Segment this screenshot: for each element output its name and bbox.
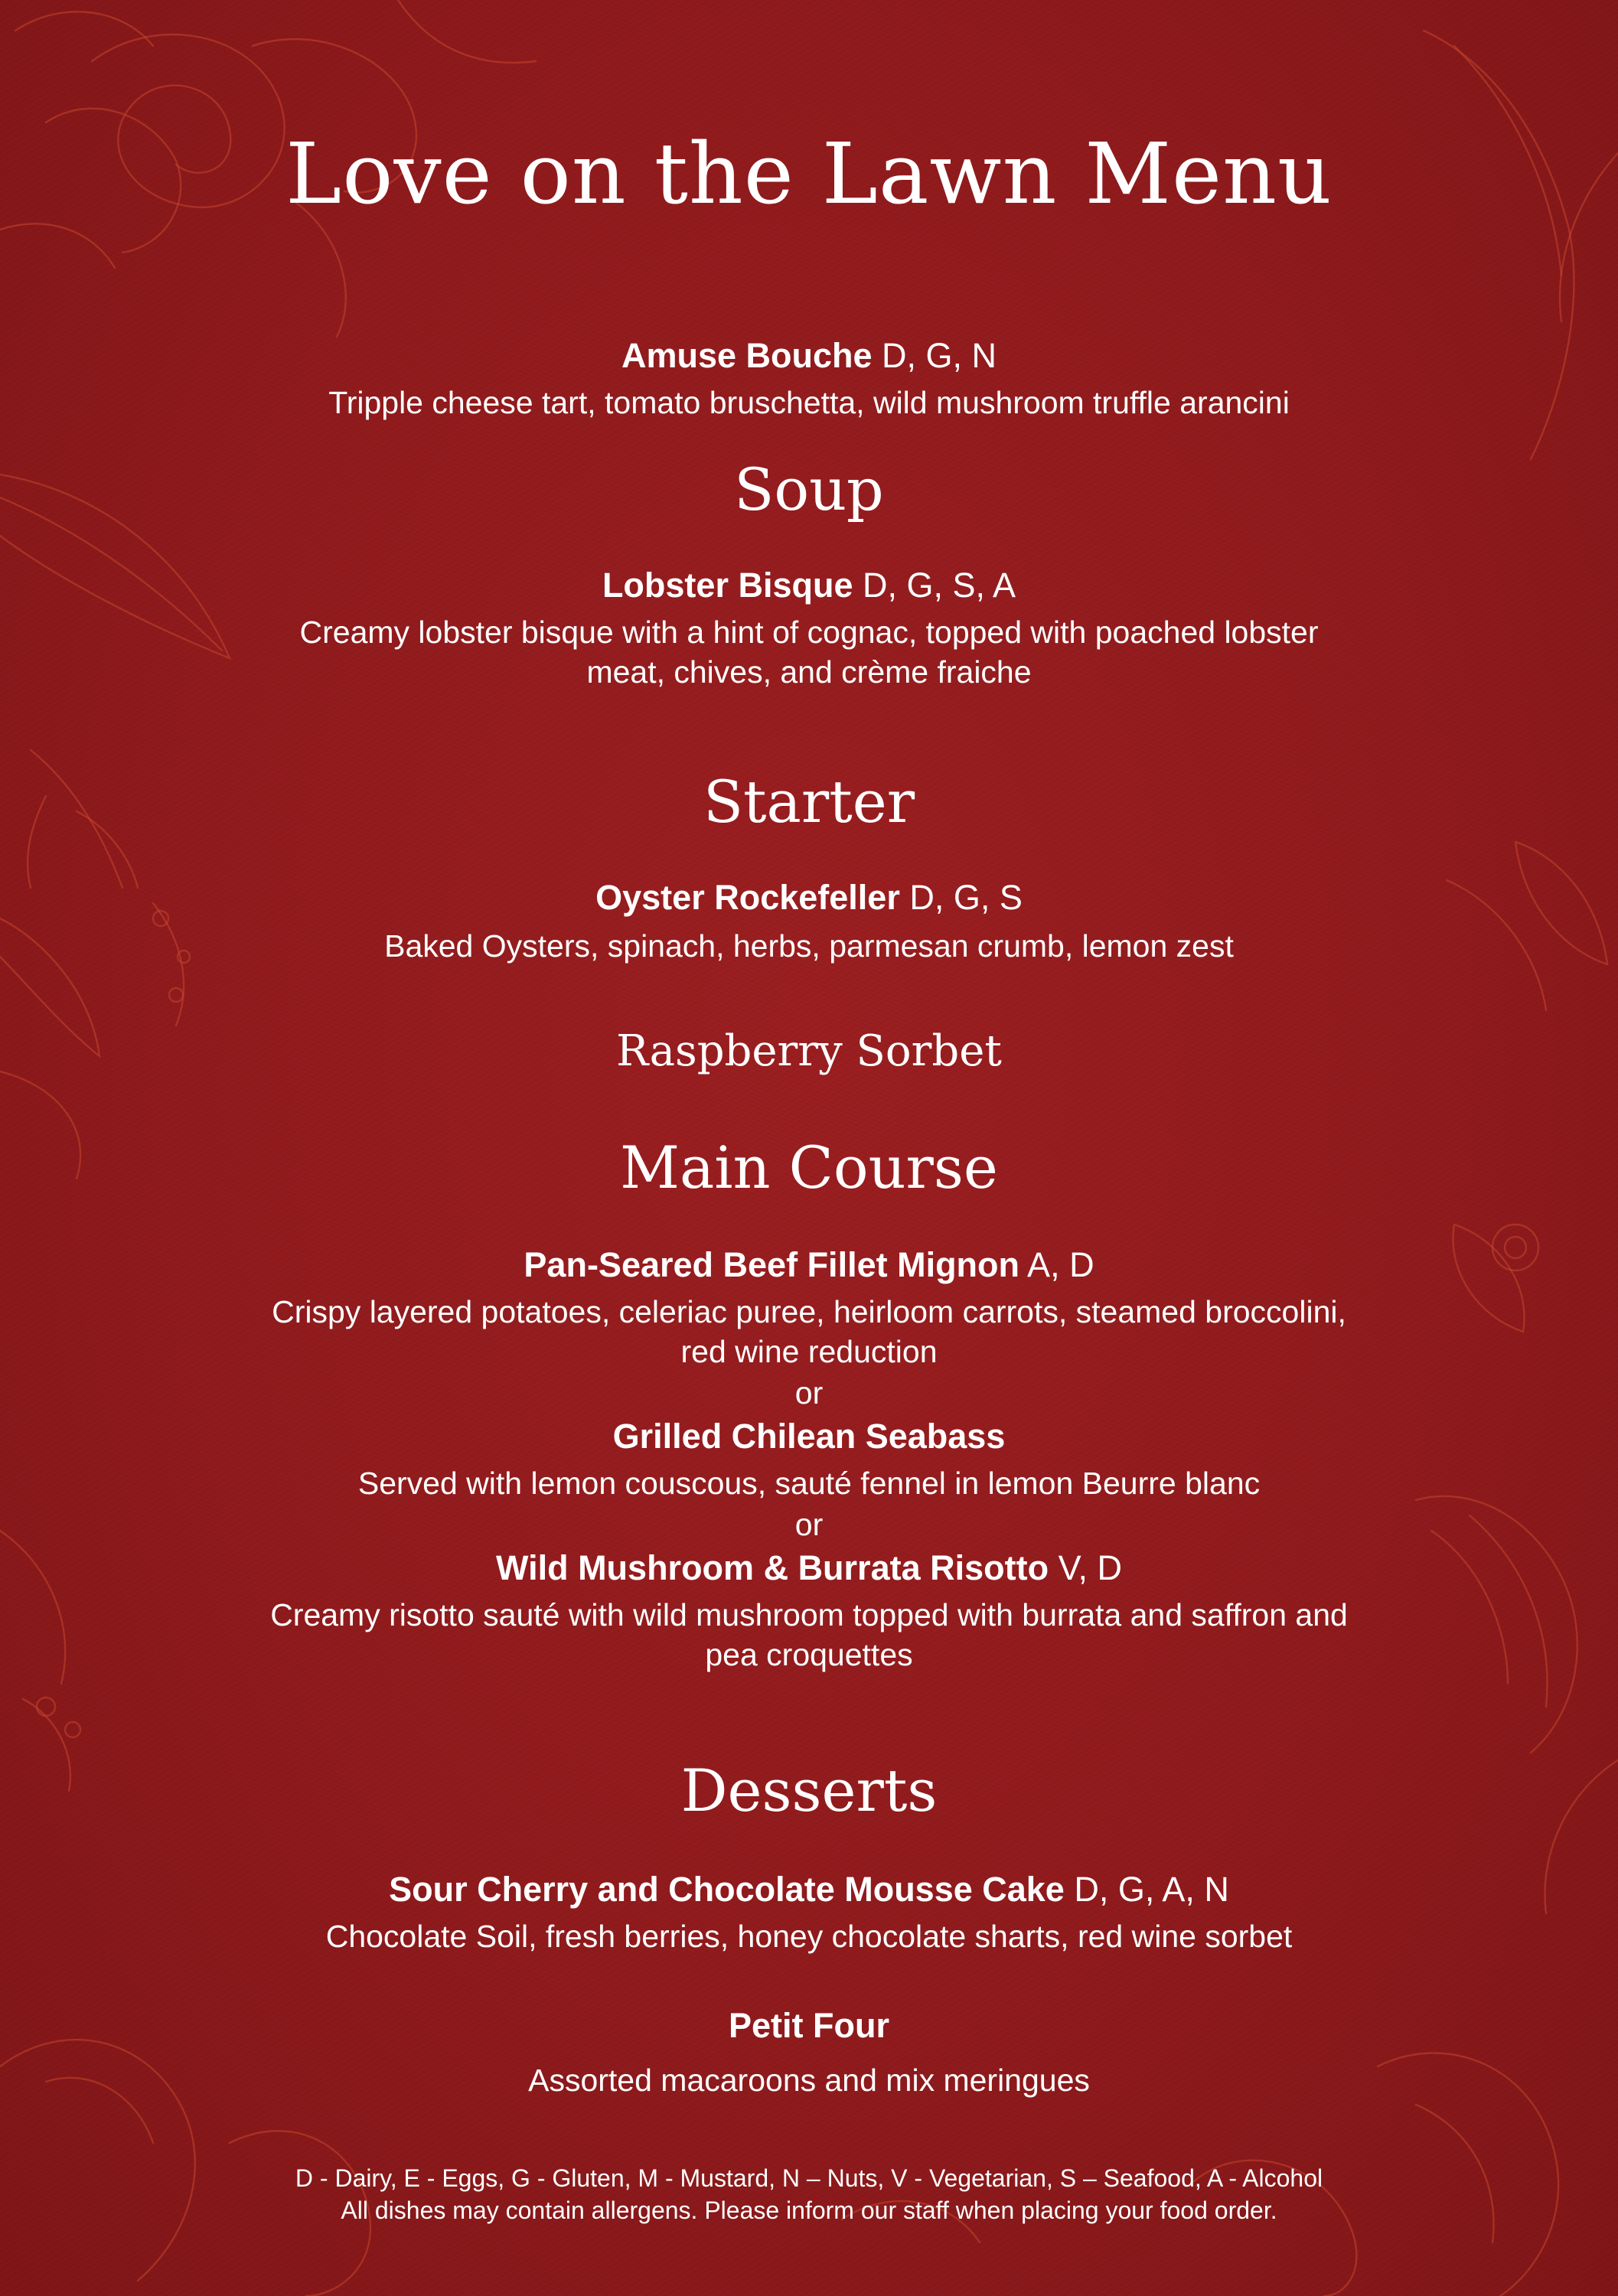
or-separator: or	[794, 1507, 824, 1542]
section-heading-desserts: Desserts	[680, 1756, 938, 1825]
section-heading-starter: Starter	[703, 768, 915, 836]
dish-name: Wild Mushroom & Burrata Risotto	[496, 1548, 1049, 1587]
beef-fillet-description-line2: red wine reduction	[680, 1334, 938, 1369]
amuse-bouche-heading	[0, 338, 1618, 373]
allergen-codes: D, G, S	[899, 878, 1023, 917]
risotto-description-line1: Creamy risotto sauté with wild mushroom topped with burrata and saffron and	[270, 1597, 1348, 1632]
amuse-bouche-description: Tripple cheese tart, tomato bruschetta, wild mushroom truffle arancini	[328, 385, 1290, 420]
palate-cleanser-sorbet: Raspberry Sorbet	[616, 1026, 1002, 1076]
dish-name: Grilled Chilean Seabass	[612, 1417, 1006, 1456]
mousse-cake-description: Chocolate Soil, fresh berries, honey chocolate sharts, red wine sorbet	[325, 1919, 1293, 1954]
dish-name: Petit Four	[729, 2006, 889, 2045]
dish-name: Lobster Bisque	[602, 566, 853, 605]
risotto-description-line2: pea croquettes	[705, 1637, 913, 1672]
menu-title: Love on the Lawn Menu	[285, 125, 1333, 223]
allergen-notice: All dishes may contain allergens. Please inform our staff when placing your food order.	[341, 2197, 1277, 2224]
allergen-codes: D, G, N	[872, 336, 997, 375]
or-separator: or	[794, 1375, 824, 1411]
petit-four-description: Assorted macaroons and mix meringues	[528, 2063, 1090, 2098]
beef-fillet-description-line1: Crispy layered potatoes, celeriac puree, heirloom carrots, steamed broccolini,	[272, 1294, 1346, 1329]
mousse-cake-heading	[0, 1870, 1618, 1909]
lobster-bisque-heading	[0, 566, 1618, 605]
allergen-legend: D - Dairy, E - Eggs, G - Gluten, M - Mustard, N – Nuts, V - Vegetarian, S – Seafood, A - Alcohol	[295, 2164, 1323, 2192]
oyster-rockefeller-heading	[0, 880, 1618, 915]
lobster-bisque-description-line2: meat, chives, and crème fraiche	[586, 654, 1032, 690]
seabass-description: Served with lemon couscous, sauté fennel in lemon Beurre blanc	[357, 1466, 1261, 1501]
dish-name: Oyster Rockefeller	[595, 878, 900, 917]
dish-name: Sour Cherry and Chocolate Mousse Cake	[389, 1870, 1065, 1909]
allergen-codes: V, D	[1049, 1548, 1122, 1587]
allergen-codes: D, G, S, A	[853, 566, 1016, 605]
risotto-heading	[0, 1548, 1618, 1587]
section-heading-main-course: Main Course	[620, 1133, 998, 1202]
beef-fillet-heading	[0, 1247, 1618, 1282]
dish-name: Amuse Bouche	[621, 336, 873, 375]
dish-name: Pan-Seared Beef Fillet Mignon	[524, 1245, 1020, 1284]
petit-four-heading	[0, 2008, 1618, 2043]
allergen-codes: A, D	[1019, 1245, 1094, 1284]
seabass-heading	[0, 1417, 1618, 1456]
oyster-rockefeller-description: Baked Oysters, spinach, herbs, parmesan crumb, lemon zest	[384, 928, 1234, 964]
lobster-bisque-description-line1: Creamy lobster bisque with a hint of cognac, topped with poached lobster	[299, 615, 1319, 650]
section-heading-soup: Soup	[734, 455, 884, 523]
allergen-codes: D, G, A, N	[1064, 1870, 1229, 1909]
